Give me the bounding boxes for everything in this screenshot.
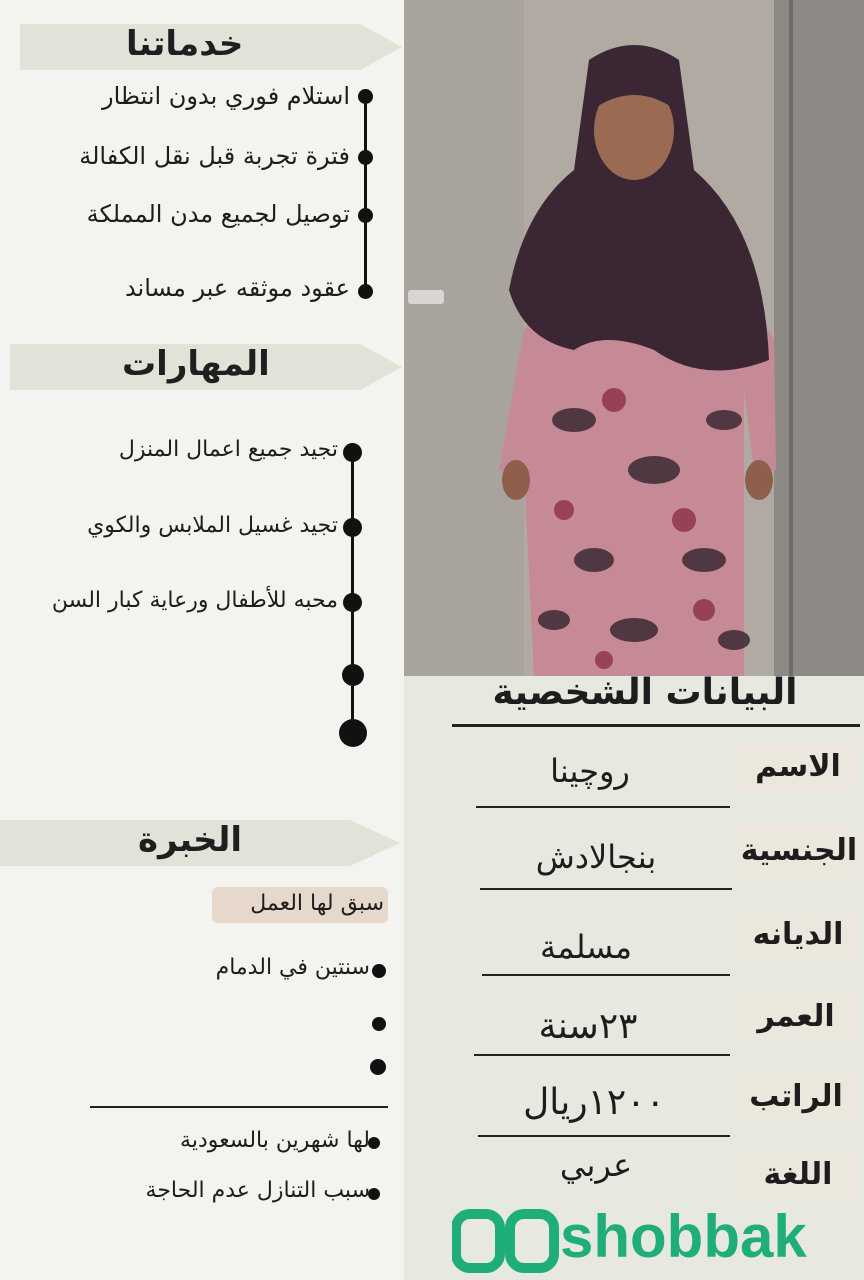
skills-band-arrow (360, 344, 402, 390)
shobbak-wordmark: shobbak (560, 1203, 807, 1270)
experience-title: الخبرة (138, 820, 243, 860)
value-language: عربي (559, 1146, 633, 1184)
experience-item: سنتين في الدمام (215, 955, 370, 980)
experience-tag-text: سبق لها العمل (250, 891, 384, 916)
value-religion: مسلمة (540, 928, 632, 966)
personal-title-rule (452, 724, 860, 727)
service-item: عقود موثقه عبر مساند (124, 274, 350, 302)
experience-divider (90, 1106, 388, 1108)
experience-band-arrow (350, 820, 400, 866)
skills-dot (339, 719, 367, 747)
value-age: ٢٣سنة (538, 1006, 638, 1047)
skills-dot (342, 664, 364, 686)
worker-photo (404, 0, 864, 676)
service-item: فترة تجربة قبل نقل الكفالة (79, 142, 350, 170)
label-salary: الراتب (734, 1072, 858, 1122)
label-language: اللغة (738, 1150, 858, 1200)
label-age: العمر (738, 992, 854, 1042)
services-dot (358, 89, 373, 104)
shobbak-logo (452, 1203, 852, 1274)
label-nationality: الجنسية (738, 826, 860, 876)
services-band-arrow (360, 24, 402, 70)
personal-title: البيانات الشخصية (492, 672, 798, 713)
experience-dot (370, 1059, 386, 1075)
services-dot (358, 284, 373, 299)
skills-dot (343, 518, 362, 537)
row-rule (478, 1135, 730, 1137)
services-title: خدماتنا (126, 24, 244, 64)
value-name: روچينا (550, 752, 630, 790)
row-rule (476, 806, 730, 808)
experience-dot (372, 964, 386, 978)
skills-dot (343, 593, 362, 612)
skill-item: تجيد جميع اعمال المنزل (118, 437, 338, 462)
value-nationality: بنجالادش (535, 838, 657, 876)
services-dot (358, 208, 373, 223)
row-rule (474, 1054, 730, 1056)
services-dot (358, 150, 373, 165)
service-item: توصيل لجميع مدن المملكة (86, 200, 350, 228)
value-salary: ١٢٠٠ريال (523, 1082, 665, 1123)
skill-item: تجيد غسيل الملابس والكوي (87, 513, 338, 538)
services-timeline (364, 96, 367, 292)
photo-illustration (404, 0, 864, 676)
skills-dot (343, 443, 362, 462)
label-name: الاسم (738, 742, 858, 792)
experience-note: لها شهرين بالسعودية (180, 1128, 370, 1153)
skill-item: محبه للأطفال ورعاية كبار السن (51, 588, 338, 613)
row-rule (480, 888, 732, 890)
skills-title: المهارات (122, 344, 270, 384)
shobbak-logo-mark (452, 1208, 562, 1274)
service-item: استلام فوري بدون انتظار (101, 82, 350, 110)
label-religion: الديانه (738, 910, 858, 960)
experience-note: سبب التنازل عدم الحاجة (145, 1178, 370, 1203)
row-rule (482, 974, 730, 976)
experience-dot (372, 1017, 386, 1031)
